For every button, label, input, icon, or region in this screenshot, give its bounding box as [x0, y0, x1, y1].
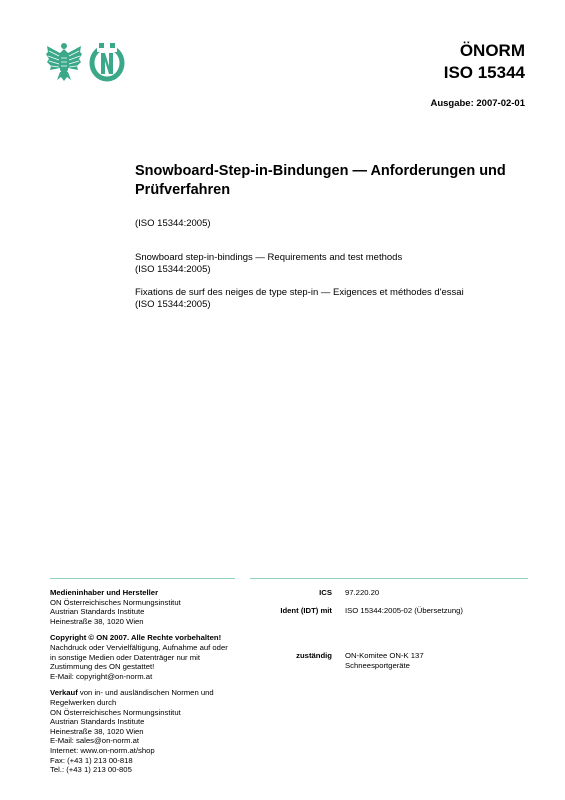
norm-brand: ÖNORM: [459, 41, 525, 60]
copyright-email: E-Mail: copyright@on-norm.at: [50, 671, 153, 681]
sales-block: [50, 688, 250, 774]
ics-label: ICS: [319, 588, 332, 597]
norm-number: ISO 15344: [443, 63, 525, 82]
ident-label: Ident (IDT) mit: [280, 606, 332, 615]
copyright-heading: Copyright © ON 2007. Alle Rechte vorbehalten!: [50, 633, 222, 643]
copyright-line: Zustimmung des ON gestattet!: [50, 662, 155, 672]
copyright-line: in sonstige Medien oder Datenträger nur mit: [50, 652, 200, 662]
french-title: [135, 287, 525, 311]
ident-value: ISO 15344:2005-02 (Übersetzung): [345, 606, 463, 615]
english-title-text: Snowboard step-in-bindings — Requirements and test methods: [135, 252, 403, 263]
sales-line: Austrian Standards Institute: [50, 717, 145, 727]
copyright-line: Nachdruck oder Vervielfältigung, Aufnahme auf oder: [50, 642, 228, 652]
document-title: Snowboard-Step-in-Bindungen — Anforderungen und Prüfverfahren: [135, 163, 506, 198]
publisher-line: Austrian Standards Institute: [50, 607, 145, 617]
english-title: [135, 252, 525, 276]
sales-email: E-Mail: sales@on-norm.at: [50, 736, 139, 746]
publisher-heading: Medieninhaber und Hersteller: [50, 588, 159, 597]
sales-heading: Verkauf: [50, 688, 78, 698]
on-logo: [88, 40, 126, 82]
sales-fax: Fax: (+43 1) 213 00-818: [50, 755, 133, 765]
divider-left: [50, 578, 235, 579]
publisher-line: Heinestraße 38, 1020 Wien: [50, 616, 144, 626]
french-title-ref: (ISO 15344:2005): [135, 299, 211, 310]
imprint-column: [50, 588, 250, 782]
divider-right: [250, 578, 528, 579]
iso-reference: (ISO 15344:2005): [135, 218, 211, 229]
committee-name: Schneesportgeräte: [345, 660, 410, 670]
sales-website: Internet: www.on-norm.at/shop: [50, 745, 155, 755]
responsible-value: [345, 651, 525, 670]
ics-value: 97.220.20: [345, 588, 380, 597]
french-title-text: Fixations de surf des neiges de type step-in — Exigences et méthodes d'essai: [135, 287, 464, 298]
publisher-line: ON Österreichisches Normungsinstitut: [50, 597, 181, 607]
sales-line: Regelwerken durch: [50, 697, 117, 707]
sales-line: ON Österreichisches Normungsinstitut: [50, 707, 181, 717]
committee: ON-Komitee ON-K 137: [345, 651, 424, 660]
sales-heading-rest: von in- und ausländischen Normen und: [77, 688, 214, 698]
english-title-ref: (ISO 15344:2005): [135, 264, 211, 275]
sales-phone: Tel.: (+43 1) 213 00-805: [50, 765, 132, 775]
austrian-eagle-emblem: [45, 40, 83, 82]
sales-line: Heinestraße 38, 1020 Wien: [50, 726, 144, 736]
responsible-label: zuständig: [296, 651, 332, 660]
issue-date: Ausgabe: 2007-02-01: [430, 98, 525, 109]
norm-designation: [444, 40, 525, 84]
